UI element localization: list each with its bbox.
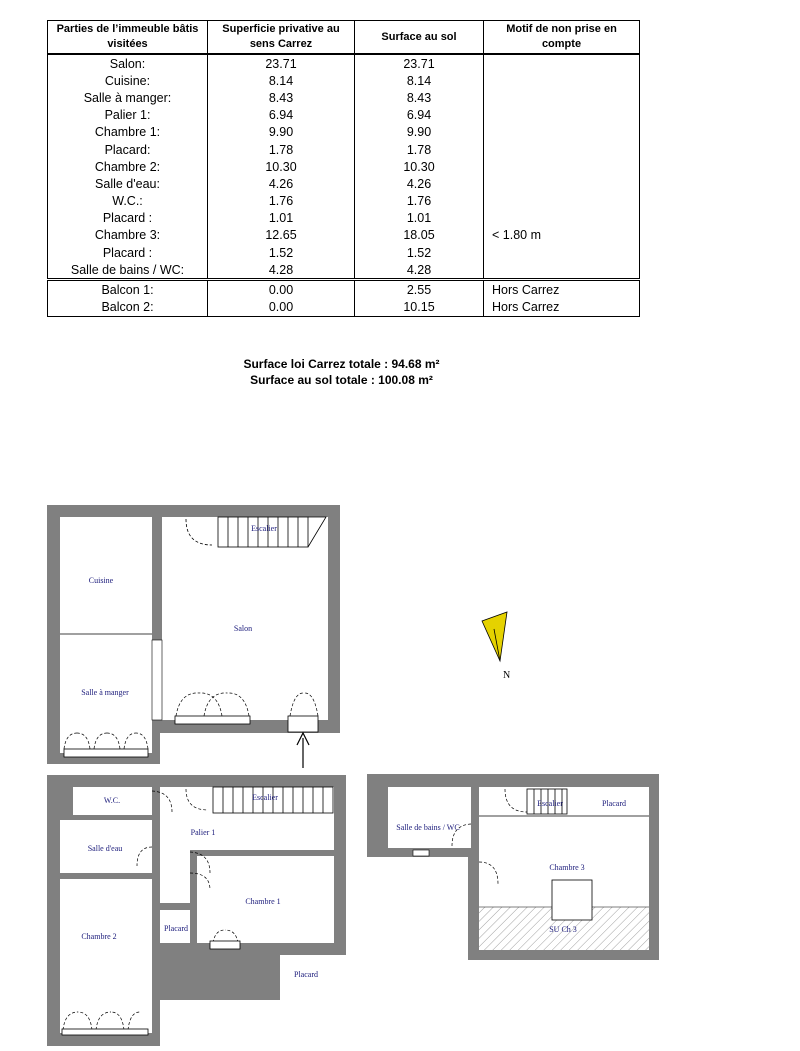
- room-label-placard-2: Placard: [294, 970, 318, 979]
- cell-piece: Placard :: [48, 210, 208, 227]
- room-label-chambre-3: Chambre 3: [549, 863, 585, 872]
- room-label-chambre-2: Chambre 2: [81, 932, 117, 941]
- cell-sol: 4.28: [355, 261, 484, 280]
- cell-carrez: 4.26: [208, 175, 355, 192]
- cell-piece: Salon:: [48, 54, 208, 72]
- cell-piece: Salle à manger:: [48, 89, 208, 106]
- cell-carrez: 1.01: [208, 210, 355, 227]
- cell-piece: Balcon 2:: [48, 299, 208, 317]
- cell-carrez: 8.43: [208, 89, 355, 106]
- cell-piece: Salle de bains / WC:: [48, 261, 208, 280]
- cell-piece: Chambre 1:: [48, 124, 208, 141]
- room-label-salon: Salon: [233, 624, 253, 633]
- cell-sol: 4.26: [355, 175, 484, 192]
- cell-carrez: 6.94: [208, 107, 355, 124]
- cell-piece: Salle d'eau:: [48, 175, 208, 192]
- cell-piece: Balcon 1:: [48, 280, 208, 299]
- cell-sol: 10.15: [355, 299, 484, 317]
- cell-carrez: 10.30: [208, 158, 355, 175]
- cell-carrez: 1.52: [208, 244, 355, 261]
- cell-carrez: 8.14: [208, 72, 355, 89]
- north-label: N: [503, 670, 511, 681]
- room-label-cuisine: Cuisine: [88, 576, 114, 585]
- plan-etage1: [47, 775, 346, 1046]
- cell-piece: W.C.:: [48, 193, 208, 210]
- cell-sol: 1.52: [355, 244, 484, 261]
- cell-sol: 2.55: [355, 280, 484, 299]
- room-label-escalier-2: Escalier: [537, 799, 563, 808]
- cell-motif: < 1.80 m: [484, 227, 640, 244]
- room-label-wc: W.C.: [103, 796, 121, 805]
- header-motif: Motif de non prise en compte: [484, 21, 640, 55]
- cell-carrez: 12.65: [208, 227, 355, 244]
- cell-sol: 8.14: [355, 72, 484, 89]
- cell-motif: Hors Carrez: [484, 299, 640, 317]
- cell-sol: 1.78: [355, 141, 484, 158]
- cell-piece: Chambre 3:: [48, 227, 208, 244]
- cell-sol: 8.43: [355, 89, 484, 106]
- cell-carrez: 0.00: [208, 280, 355, 299]
- cell-piece: Chambre 2:: [48, 158, 208, 175]
- cell-carrez: 1.78: [208, 141, 355, 158]
- cell-sol: 1.01: [355, 210, 484, 227]
- cell-carrez: 0.00: [208, 299, 355, 317]
- cell-carrez: 4.28: [208, 261, 355, 280]
- cell-piece: Palier 1:: [48, 107, 208, 124]
- room-label-escalier-rdc: Escalier: [251, 524, 277, 533]
- room-label-salle-eau: Salle d'eau: [87, 844, 123, 853]
- cell-piece: Placard:: [48, 141, 208, 158]
- cell-piece: Cuisine:: [48, 72, 208, 89]
- cell-sol: 6.94: [355, 107, 484, 124]
- compass-north-arrow: [482, 612, 510, 681]
- plan-rdc: [47, 505, 340, 768]
- carrez-total: Surface loi Carrez totale : 94.68 m²: [243, 357, 440, 371]
- cell-sol: 23.71: [355, 54, 484, 72]
- room-label-salle-a-manger: Salle à manger: [81, 688, 129, 697]
- cell-sol: 1.76: [355, 193, 484, 210]
- room-label-placard-1: Placard: [164, 924, 188, 933]
- room-label-su-ch3: SU Ch 3: [549, 925, 577, 934]
- room-label-escalier-1: Escalier: [252, 793, 278, 802]
- room-label-salle-de-bains: Salle de bains / WC: [396, 823, 460, 832]
- cell-sol: 10.30: [355, 158, 484, 175]
- cell-sol: 9.90: [355, 124, 484, 141]
- cell-sol: 18.05: [355, 227, 484, 244]
- header-sol: Surface au sol: [355, 21, 484, 55]
- header-carrez: Superficie privative au sens Carrez: [208, 21, 355, 55]
- header-pieces: Parties de l’immeuble bâtis visitées: [48, 21, 208, 55]
- room-label-palier-1: Palier 1: [190, 828, 216, 837]
- cell-carrez: 1.76: [208, 193, 355, 210]
- cell-piece: Placard :: [48, 244, 208, 261]
- cell-carrez: 9.90: [208, 124, 355, 141]
- cell-carrez: 23.71: [208, 54, 355, 72]
- sol-total: Surface au sol totale : 100.08 m²: [250, 373, 433, 387]
- cell-motif: Hors Carrez: [484, 280, 640, 299]
- room-label-placard-3: Placard: [602, 799, 626, 808]
- room-label-chambre-1: Chambre 1: [245, 897, 281, 906]
